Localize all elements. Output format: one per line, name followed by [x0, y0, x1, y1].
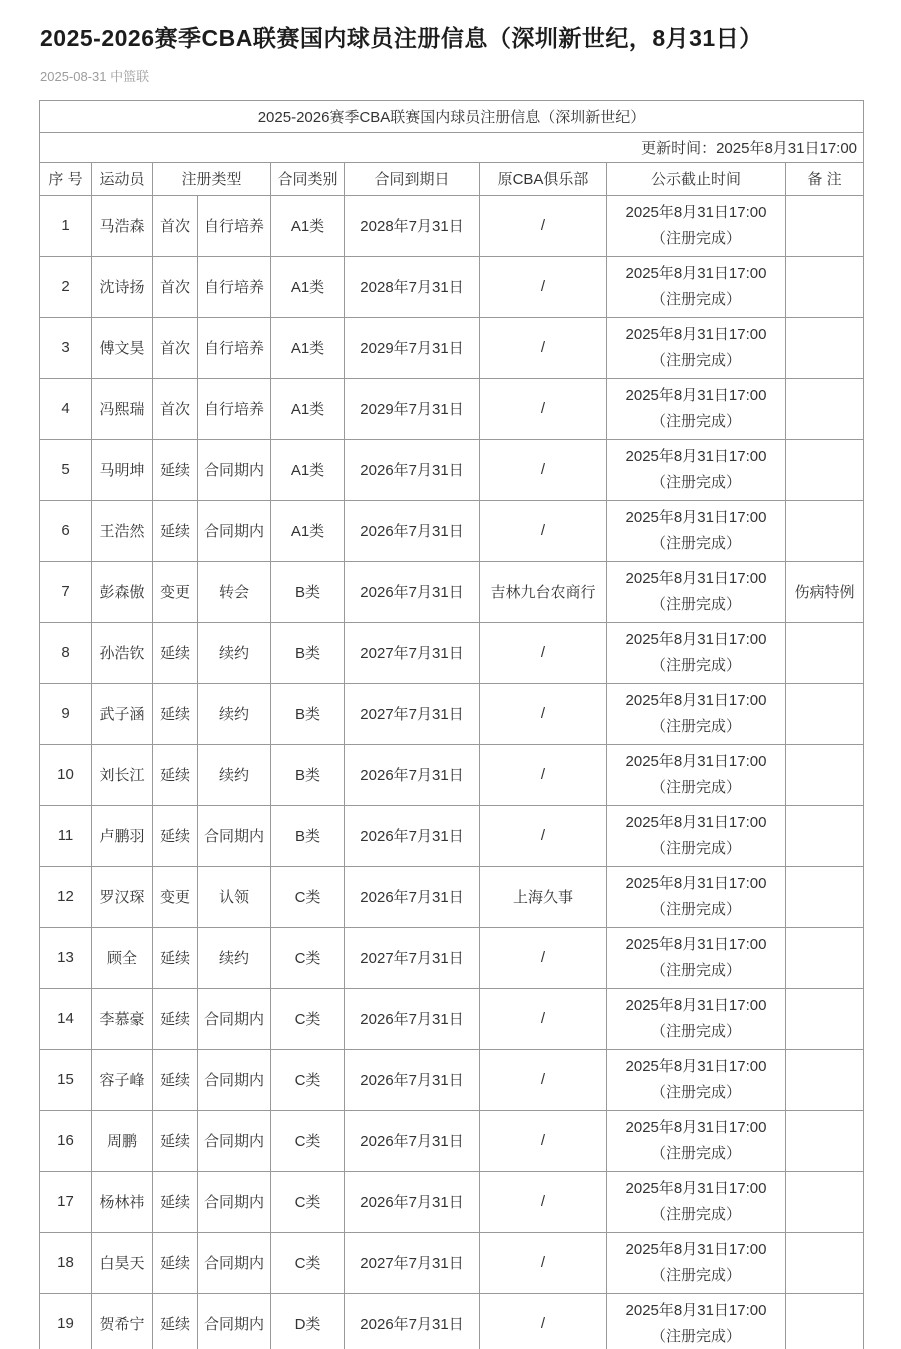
- cell-contract-class: A1类: [271, 500, 345, 561]
- cell-reg-method: 续约: [198, 744, 271, 805]
- cell-index: 8: [40, 622, 92, 683]
- cell-contract-end: 2027年7月31日: [345, 683, 480, 744]
- cell-contract-end: 2026年7月31日: [345, 561, 480, 622]
- cell-remark: [786, 805, 864, 866]
- cell-publicity-deadline: [607, 317, 786, 378]
- cell-publicity-deadline: [607, 1293, 786, 1349]
- update-time-cell: 更新时间：2025年8月31日17:00: [40, 132, 864, 162]
- cell-index: 13: [40, 927, 92, 988]
- cell-remark: [786, 988, 864, 1049]
- cell-index: 7: [40, 561, 92, 622]
- cell-index: 1: [40, 195, 92, 256]
- cell-remark: [786, 256, 864, 317]
- cell-contract-end: 2029年7月31日: [345, 317, 480, 378]
- table-caption-cell: 2025-2026赛季CBA联赛国内球员注册信息（深圳新世纪）: [40, 100, 864, 132]
- cell-reg-type: 延续: [153, 1110, 198, 1171]
- cell-remark: 伤病特例: [786, 561, 864, 622]
- cell-contract-end: 2027年7月31日: [345, 1232, 480, 1293]
- cell-reg-type: 延续: [153, 927, 198, 988]
- cell-publicity-deadline: [607, 439, 786, 500]
- cell-player-name: 彭森傲: [92, 561, 153, 622]
- cell-remark: [786, 1293, 864, 1349]
- cell-reg-method: 自行培养: [198, 378, 271, 439]
- col-header-publicity-deadline: 公示截止时间: [607, 162, 786, 195]
- publicity-status: （注册完成）: [650, 1205, 741, 1223]
- cell-publicity-deadline: [607, 561, 786, 622]
- cell-player-name: 周鹏: [92, 1110, 153, 1171]
- table-row: [40, 866, 864, 927]
- cell-remark: [786, 866, 864, 927]
- player-registration-table: [39, 100, 864, 1349]
- cell-reg-method: 转会: [198, 561, 271, 622]
- cell-player-name: 罗汉琛: [92, 866, 153, 927]
- cell-publicity-deadline: [607, 805, 786, 866]
- cell-publicity-deadline: [607, 1049, 786, 1110]
- table-row: [40, 439, 864, 500]
- cell-index: 2: [40, 256, 92, 317]
- cell-former-club: /: [480, 744, 607, 805]
- cell-reg-method: 合同期内: [198, 805, 271, 866]
- table-row: [40, 256, 864, 317]
- cell-player-name: 卢鹏羽: [92, 805, 153, 866]
- publicity-time: 2025年8月31日17:00: [625, 752, 767, 770]
- cell-contract-end: 2026年7月31日: [345, 1049, 480, 1110]
- cell-contract-end: 2026年7月31日: [345, 1110, 480, 1171]
- cell-player-name: 马浩森: [92, 195, 153, 256]
- cell-index: 16: [40, 1110, 92, 1171]
- cell-reg-type: 首次: [153, 317, 198, 378]
- cell-contract-end: 2027年7月31日: [345, 927, 480, 988]
- cell-publicity-deadline: [607, 988, 786, 1049]
- cell-reg-method: 自行培养: [198, 195, 271, 256]
- publicity-time: 2025年8月31日17:00: [625, 203, 767, 221]
- cell-former-club: /: [480, 622, 607, 683]
- cell-player-name: 沈诗扬: [92, 256, 153, 317]
- cell-contract-end: 2026年7月31日: [345, 500, 480, 561]
- cell-former-club: /: [480, 256, 607, 317]
- cell-player-name: 刘长江: [92, 744, 153, 805]
- cell-remark: [786, 1232, 864, 1293]
- cell-publicity-deadline: [607, 744, 786, 805]
- publicity-time: 2025年8月31日17:00: [625, 874, 767, 892]
- cell-remark: [786, 1110, 864, 1171]
- table-row: [40, 1293, 864, 1349]
- publicity-time: 2025年8月31日17:00: [625, 1301, 767, 1319]
- page-title: 2025-2026赛季CBA联赛国内球员注册信息（深圳新世纪，8月31日）: [40, 25, 763, 51]
- cell-index: 11: [40, 805, 92, 866]
- player-table-body: [40, 195, 864, 1349]
- cell-reg-method: 续约: [198, 622, 271, 683]
- cell-contract-class: C类: [271, 866, 345, 927]
- table-row: [40, 1171, 864, 1232]
- cell-contract-class: B类: [271, 744, 345, 805]
- publicity-time: 2025年8月31日17:00: [625, 1179, 767, 1197]
- cell-contract-class: A1类: [271, 256, 345, 317]
- cell-contract-class: C类: [271, 927, 345, 988]
- update-time-row: [40, 132, 864, 162]
- publicity-status: （注册完成）: [650, 900, 741, 918]
- table-row: [40, 500, 864, 561]
- cell-former-club: 吉林九台农商行: [480, 561, 607, 622]
- cell-remark: [786, 1049, 864, 1110]
- cell-index: 6: [40, 500, 92, 561]
- publicity-time: 2025年8月31日17:00: [625, 1057, 767, 1075]
- publicity-status: （注册完成）: [650, 961, 741, 979]
- cell-contract-class: C类: [271, 1232, 345, 1293]
- cell-reg-type: 延续: [153, 622, 198, 683]
- table-row: [40, 1049, 864, 1110]
- cell-contract-class: B类: [271, 683, 345, 744]
- publicity-status: （注册完成）: [650, 839, 741, 857]
- publicity-time: 2025年8月31日17:00: [625, 935, 767, 953]
- cell-contract-class: B类: [271, 622, 345, 683]
- cell-reg-type: 延续: [153, 683, 198, 744]
- col-header-contract-end: 合同到期日: [345, 162, 480, 195]
- publicity-status: （注册完成）: [650, 717, 741, 735]
- table-row: [40, 317, 864, 378]
- cell-contract-class: B类: [271, 561, 345, 622]
- cell-reg-method: 自行培养: [198, 317, 271, 378]
- cell-player-name: 贺希宁: [92, 1293, 153, 1349]
- cell-remark: [786, 439, 864, 500]
- cell-reg-method: 认领: [198, 866, 271, 927]
- cell-reg-method: 合同期内: [198, 500, 271, 561]
- cell-contract-class: A1类: [271, 439, 345, 500]
- cell-former-club: /: [480, 988, 607, 1049]
- cell-reg-method: 合同期内: [198, 1293, 271, 1349]
- cell-player-name: 冯熙瑞: [92, 378, 153, 439]
- cell-index: 15: [40, 1049, 92, 1110]
- cell-publicity-deadline: [607, 683, 786, 744]
- cell-remark: [786, 500, 864, 561]
- cell-remark: [786, 195, 864, 256]
- cell-reg-method: 合同期内: [198, 439, 271, 500]
- cell-publicity-deadline: [607, 256, 786, 317]
- cell-former-club: /: [480, 500, 607, 561]
- cell-remark: [786, 1171, 864, 1232]
- cell-contract-end: 2028年7月31日: [345, 195, 480, 256]
- table-row: [40, 1110, 864, 1171]
- cell-contract-class: C类: [271, 988, 345, 1049]
- cell-reg-type: 变更: [153, 561, 198, 622]
- cell-contract-class: A1类: [271, 195, 345, 256]
- cell-player-name: 李慕豪: [92, 988, 153, 1049]
- publicity-time: 2025年8月31日17:00: [625, 325, 767, 343]
- table-row: [40, 195, 864, 256]
- publicity-status: （注册完成）: [650, 473, 741, 491]
- cell-reg-type: 延续: [153, 805, 198, 866]
- table-row: [40, 988, 864, 1049]
- publicity-status: （注册完成）: [650, 1144, 741, 1162]
- publicity-time: 2025年8月31日17:00: [625, 386, 767, 404]
- cell-index: 4: [40, 378, 92, 439]
- cell-former-club: 上海久事: [480, 866, 607, 927]
- cell-publicity-deadline: [607, 927, 786, 988]
- cell-remark: [786, 683, 864, 744]
- publicity-status: （注册完成）: [650, 412, 741, 430]
- cell-reg-type: 延续: [153, 744, 198, 805]
- cell-reg-type: 延续: [153, 1232, 198, 1293]
- cell-player-name: 马明坤: [92, 439, 153, 500]
- cell-index: 14: [40, 988, 92, 1049]
- cell-contract-end: 2028年7月31日: [345, 256, 480, 317]
- cell-contract-end: 2026年7月31日: [345, 1293, 480, 1349]
- cell-contract-end: 2026年7月31日: [345, 805, 480, 866]
- cell-contract-end: 2026年7月31日: [345, 439, 480, 500]
- table-row: [40, 378, 864, 439]
- cell-former-club: /: [480, 927, 607, 988]
- cell-player-name: 孙浩钦: [92, 622, 153, 683]
- publicity-status: （注册完成）: [650, 1327, 741, 1345]
- cell-former-club: /: [480, 1293, 607, 1349]
- publicity-time: 2025年8月31日17:00: [625, 447, 767, 465]
- cell-contract-class: C类: [271, 1049, 345, 1110]
- publicity-status: （注册完成）: [650, 595, 741, 613]
- publicity-status: （注册完成）: [650, 1083, 741, 1101]
- table-row: [40, 683, 864, 744]
- cell-reg-type: 延续: [153, 439, 198, 500]
- cell-reg-type: 延续: [153, 500, 198, 561]
- cell-former-club: /: [480, 1171, 607, 1232]
- table-row: [40, 1232, 864, 1293]
- publicity-time: 2025年8月31日17:00: [625, 1240, 767, 1258]
- col-header-index: 序 号: [40, 162, 92, 195]
- cell-reg-type: 延续: [153, 988, 198, 1049]
- cell-contract-end: 2026年7月31日: [345, 1171, 480, 1232]
- table-caption-row: [40, 100, 864, 132]
- cell-former-club: /: [480, 1049, 607, 1110]
- cell-reg-method: 合同期内: [198, 988, 271, 1049]
- cell-publicity-deadline: [607, 1171, 786, 1232]
- publicity-status: （注册完成）: [650, 290, 741, 308]
- cell-index: 12: [40, 866, 92, 927]
- cell-contract-end: 2026年7月31日: [345, 744, 480, 805]
- cell-publicity-deadline: [607, 866, 786, 927]
- cell-contract-class: C类: [271, 1110, 345, 1171]
- publicity-time: 2025年8月31日17:00: [625, 569, 767, 587]
- col-header-contract-class: 合同类别: [271, 162, 345, 195]
- cell-publicity-deadline: [607, 378, 786, 439]
- cell-player-name: 傅文昊: [92, 317, 153, 378]
- cell-contract-class: B类: [271, 805, 345, 866]
- cell-former-club: /: [480, 317, 607, 378]
- cell-contract-end: 2029年7月31日: [345, 378, 480, 439]
- cell-remark: [786, 927, 864, 988]
- cell-reg-method: 续约: [198, 927, 271, 988]
- publicity-time: 2025年8月31日17:00: [625, 1118, 767, 1136]
- publicity-time: 2025年8月31日17:00: [625, 996, 767, 1014]
- publicity-status: （注册完成）: [650, 229, 741, 247]
- table-row: [40, 744, 864, 805]
- cell-reg-type: 延续: [153, 1049, 198, 1110]
- cell-reg-method: 自行培养: [198, 256, 271, 317]
- cell-remark: [786, 317, 864, 378]
- publicity-status: （注册完成）: [650, 534, 741, 552]
- cell-contract-class: A1类: [271, 317, 345, 378]
- cell-player-name: 王浩然: [92, 500, 153, 561]
- cell-reg-type: 延续: [153, 1293, 198, 1349]
- cell-former-club: /: [480, 1232, 607, 1293]
- cell-reg-type: 延续: [153, 1171, 198, 1232]
- cell-reg-type: 首次: [153, 256, 198, 317]
- cell-contract-class: C类: [271, 1171, 345, 1232]
- cell-former-club: /: [480, 195, 607, 256]
- col-header-former-club: 原CBA俱乐部: [480, 162, 607, 195]
- cell-reg-method: 合同期内: [198, 1110, 271, 1171]
- cell-player-name: 武子涵: [92, 683, 153, 744]
- cell-reg-method: 合同期内: [198, 1049, 271, 1110]
- publicity-status: （注册完成）: [650, 1266, 741, 1284]
- cell-contract-end: 2026年7月31日: [345, 988, 480, 1049]
- cell-player-name: 顾全: [92, 927, 153, 988]
- cell-former-club: /: [480, 378, 607, 439]
- cell-player-name: 白昊天: [92, 1232, 153, 1293]
- cell-publicity-deadline: [607, 1232, 786, 1293]
- cell-former-club: /: [480, 1110, 607, 1171]
- cell-index: 19: [40, 1293, 92, 1349]
- cell-former-club: /: [480, 683, 607, 744]
- cell-reg-type: 变更: [153, 866, 198, 927]
- publicity-time: 2025年8月31日17:00: [625, 630, 767, 648]
- cell-contract-class: D类: [271, 1293, 345, 1349]
- cell-reg-method: 合同期内: [198, 1171, 271, 1232]
- cell-remark: [786, 744, 864, 805]
- cell-former-club: /: [480, 439, 607, 500]
- cell-publicity-deadline: [607, 500, 786, 561]
- cell-contract-end: 2027年7月31日: [345, 622, 480, 683]
- cell-remark: [786, 378, 864, 439]
- cell-index: 10: [40, 744, 92, 805]
- cell-former-club: /: [480, 805, 607, 866]
- cell-player-name: 杨林祎: [92, 1171, 153, 1232]
- table-row: [40, 805, 864, 866]
- table-row: [40, 561, 864, 622]
- table-header-row: [40, 162, 864, 195]
- cell-contract-end: 2026年7月31日: [345, 866, 480, 927]
- cell-publicity-deadline: [607, 622, 786, 683]
- cell-reg-type: 首次: [153, 195, 198, 256]
- cell-index: 9: [40, 683, 92, 744]
- publicity-status: （注册完成）: [650, 1022, 741, 1040]
- cell-reg-method: 续约: [198, 683, 271, 744]
- publicity-time: 2025年8月31日17:00: [625, 264, 767, 282]
- cell-publicity-deadline: [607, 195, 786, 256]
- table-row: [40, 622, 864, 683]
- publicity-time: 2025年8月31日17:00: [625, 691, 767, 709]
- col-header-remark: 备 注: [786, 162, 864, 195]
- cell-reg-type: 首次: [153, 378, 198, 439]
- cell-index: 17: [40, 1171, 92, 1232]
- article-date-source: 2025-08-31 中篮联: [40, 68, 150, 84]
- table-row: [40, 927, 864, 988]
- publicity-status: （注册完成）: [650, 778, 741, 796]
- cell-index: 18: [40, 1232, 92, 1293]
- article-container: [0, 24, 901, 1349]
- cell-remark: [786, 622, 864, 683]
- publicity-time: 2025年8月31日17:00: [625, 813, 767, 831]
- publicity-time: 2025年8月31日17:00: [625, 508, 767, 526]
- cell-player-name: 容子峰: [92, 1049, 153, 1110]
- publicity-status: （注册完成）: [650, 656, 741, 674]
- cell-index: 5: [40, 439, 92, 500]
- cell-reg-method: 合同期内: [198, 1232, 271, 1293]
- col-header-player: 运动员: [92, 162, 153, 195]
- cell-publicity-deadline: [607, 1110, 786, 1171]
- publicity-status: （注册完成）: [650, 351, 741, 369]
- cell-contract-class: A1类: [271, 378, 345, 439]
- cell-index: 3: [40, 317, 92, 378]
- col-header-reg-type: 注册类型: [153, 162, 271, 195]
